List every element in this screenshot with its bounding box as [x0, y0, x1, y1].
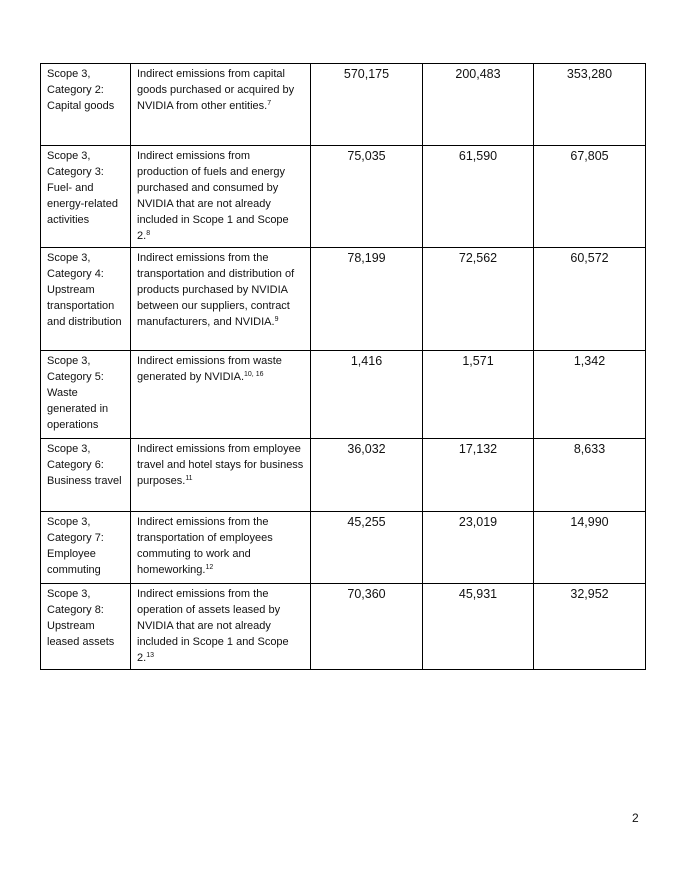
- table-row: [41, 439, 646, 512]
- category-cell: Scope 3, Category 7: Employee commuting: [41, 512, 131, 584]
- footnote-ref: 7: [267, 100, 272, 107]
- value-cell: 200,483: [423, 64, 534, 146]
- table-row: [41, 64, 646, 146]
- footnote-ref: 13: [146, 652, 154, 659]
- description-cell: Indirect emissions from the operation of assets leased by NVIDIA that are not already included in Scope 1 and Scope 2.13: [131, 584, 311, 670]
- footnote-ref: 10, 16: [244, 371, 264, 378]
- category-cell: Scope 3, Category 2: Capital goods: [41, 64, 131, 146]
- footnote-ref: 9: [274, 316, 279, 323]
- category-cell: Scope 3, Category 5: Waste generated in operations: [41, 351, 131, 439]
- value-cell: 78,199: [311, 248, 423, 351]
- table-row: [41, 146, 646, 248]
- value-cell: 60,572: [534, 248, 646, 351]
- description-cell: Indirect emissions from production of fuels and energy purchased and consumed by NVIDIA that are not already included in Scope 1 and Scope 2.$^8$: [131, 146, 311, 248]
- description-cell: Indirect emissions from employee travel and hotel stays for business purposes.$^{11}$: [131, 439, 311, 512]
- value-cell: 36,032: [311, 439, 423, 512]
- table-row: [41, 351, 646, 439]
- value-cell: 353,280: [534, 64, 646, 146]
- value-cell: 23,019: [423, 512, 534, 584]
- table-row: [41, 584, 646, 670]
- footnote-ref: 8: [146, 230, 151, 237]
- value-cell: 570,175: [311, 64, 423, 146]
- value-cell: 70,360: [311, 584, 423, 670]
- description-cell: Indirect emissions from the transportation of employees commuting to work and homeworking.$^{12}$: [131, 512, 311, 584]
- value-cell: 1,571: [423, 351, 534, 439]
- page-number: 2: [632, 811, 639, 825]
- description-cell: Indirect emissions from waste generated by NVIDIA.$^{10, 16}$: [131, 351, 311, 439]
- value-cell: 8,633: [534, 439, 646, 512]
- value-cell: 45,931: [423, 584, 534, 670]
- value-cell: 17,132: [423, 439, 534, 512]
- value-cell: 45,255: [311, 512, 423, 584]
- value-cell: 72,562: [423, 248, 534, 351]
- emissions-table: [40, 63, 646, 670]
- value-cell: 1,416: [311, 351, 423, 439]
- category-cell: Scope 3, Category 8: Upstream leased assets: [41, 584, 131, 670]
- value-cell: 67,805: [534, 146, 646, 248]
- value-cell: 14,990: [534, 512, 646, 584]
- category-cell: Scope 3, Category 3: Fuel- and energy-related activities: [41, 146, 131, 248]
- description-cell: Indirect emissions from the transportation and distribution of products purchased by NVIDIA between our suppliers, contract manufacturers, and NVIDIA.$^9$: [131, 248, 311, 351]
- table-row: [41, 248, 646, 351]
- category-cell: Scope 3, Category 4: Upstream transportation and distribution: [41, 248, 131, 351]
- footnote-ref: 12: [205, 564, 214, 571]
- footnote-ref: 11: [185, 475, 193, 482]
- table-row: [41, 512, 646, 584]
- value-cell: 75,035: [311, 146, 423, 248]
- category-cell: Scope 3, Category 6: Business travel: [41, 439, 131, 512]
- value-cell: 32,952: [534, 584, 646, 670]
- description-cell: Indirect emissions from capital goods purchased or acquired by NVIDIA from other entities.$^7$: [131, 64, 311, 146]
- value-cell: 1,342: [534, 351, 646, 439]
- value-cell: 61,590: [423, 146, 534, 248]
